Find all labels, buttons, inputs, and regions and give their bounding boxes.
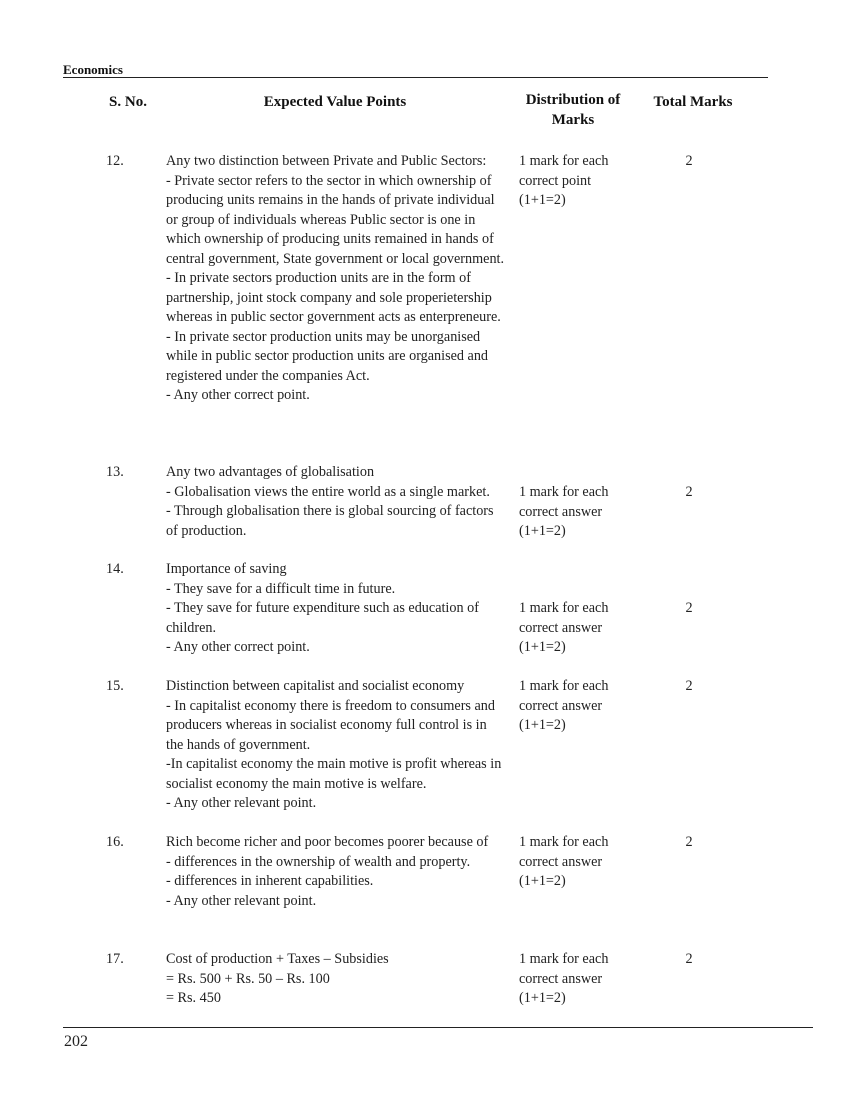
column-header-distribution-line2: Marks xyxy=(551,112,595,128)
row-distribution xyxy=(519,950,634,1009)
row-distribution-line: 1 mark for each xyxy=(519,600,609,616)
row-point: - In capitalist economy there is freedom to consumers and producers whereas in socialist economy full control is in the hands of government. xyxy=(166,697,495,753)
row-distribution xyxy=(519,483,634,542)
subject-header: Economics xyxy=(63,62,123,77)
row-distribution-line: correct answer xyxy=(519,853,603,870)
column-header-total-marks: Total Marks xyxy=(653,94,733,110)
row-distribution-line: correct answer xyxy=(519,970,603,987)
column-header-expected-value-points: Expected Value Points xyxy=(263,94,407,110)
row-distribution-line: (1+1=2) xyxy=(519,523,566,539)
row-serial-number: 12. xyxy=(106,153,124,169)
row-point: -In capitalist economy the main motive is profit whereas in socialist economy the main motive is welfare. xyxy=(166,756,502,792)
row-distribution-line: correct answer xyxy=(519,503,603,520)
row-total-marks: 2 xyxy=(685,153,693,169)
row-distribution-line: (1+1=2) xyxy=(519,873,566,889)
row-point: = Rs. 500 + Rs. 50 – Rs. 100 xyxy=(166,970,330,987)
row-point: - They save for future expenditure such as education of children. xyxy=(166,600,479,636)
row-total-marks: 2 xyxy=(685,484,693,500)
row-point: - differences in the ownership of wealth and property. xyxy=(166,853,471,870)
row-distribution xyxy=(519,677,634,736)
row-point: - Globalisation views the entire world as a single market. xyxy=(166,483,490,500)
row-point: = Rs. 450 xyxy=(166,990,221,1006)
row-title: Rich become richer and poor becomes poorer because of xyxy=(166,834,489,850)
row-point: - Any other relevant point. xyxy=(166,892,317,909)
row-distribution-line: correct answer xyxy=(519,697,603,714)
row-distribution-line: correct point xyxy=(519,172,592,189)
row-serial-number: 14. xyxy=(106,561,124,577)
column-header-sno: S. No. xyxy=(109,94,147,110)
row-distribution-line: (1+1=2) xyxy=(519,192,566,208)
row-point: - Any other relevant point. xyxy=(166,795,317,811)
row-distribution-line: 1 mark for each xyxy=(519,153,609,169)
row-total-marks: 2 xyxy=(685,600,693,616)
top-rule xyxy=(63,77,768,78)
row-expected-points xyxy=(166,833,506,911)
row-distribution xyxy=(519,599,634,658)
row-distribution xyxy=(519,833,634,892)
column-header-distribution xyxy=(515,90,631,130)
row-point: - Any other correct point. xyxy=(166,387,310,403)
row-title: Importance of saving xyxy=(166,561,287,577)
row-distribution-line: 1 mark for each xyxy=(519,834,609,850)
row-serial-number: 15. xyxy=(106,678,124,694)
column-header-distribution-line1: Distribution of xyxy=(525,92,621,108)
row-title: Cost of production + Taxes – Subsidies xyxy=(166,951,389,967)
row-title: Distinction between capitalist and socialist economy xyxy=(166,678,465,694)
bottom-rule xyxy=(63,1027,813,1028)
row-distribution xyxy=(519,152,634,211)
row-point: - differences in inherent capabilities. xyxy=(166,873,374,889)
row-expected-points xyxy=(166,560,506,658)
row-point: - Any other correct point. xyxy=(166,639,310,655)
row-point: - In private sector production units may be unorganised while in public sector production units are organised and registered under the companies Act. xyxy=(166,328,489,384)
row-distribution-line: correct answer xyxy=(519,619,603,636)
row-title: Any two advantages of globalisation xyxy=(166,464,375,480)
row-distribution-line: (1+1=2) xyxy=(519,717,566,733)
row-expected-points xyxy=(166,463,506,541)
row-total-marks: 2 xyxy=(685,678,693,694)
row-serial-number: 16. xyxy=(106,834,124,850)
row-total-marks: 2 xyxy=(685,951,693,967)
row-distribution-line: 1 mark for each xyxy=(519,951,609,967)
row-point: - They save for a difficult time in future. xyxy=(166,580,396,597)
row-point: - In private sectors production units are in the form of partnership, joint stock company and sole properietership whereas in public sector government acts as enterpreneure. xyxy=(166,270,501,325)
row-distribution-line: (1+1=2) xyxy=(519,990,566,1006)
row-title: Any two distinction between Private and Public Sectors: xyxy=(166,153,487,169)
row-expected-points xyxy=(166,677,506,814)
row-point: - Through globalisation there is global sourcing of factors of production. xyxy=(166,503,494,539)
row-total-marks: 2 xyxy=(685,834,693,850)
row-expected-points xyxy=(166,950,506,1009)
row-distribution-line: 1 mark for each xyxy=(519,484,609,500)
page-number: 202 xyxy=(64,1033,88,1050)
row-point: - Private sector refers to the sector in which ownership of producing units remains in the hands of private individual or group of individuals whereas Public sector is one in which ownership of producing units remained in hands of central government, State government or local government. xyxy=(166,172,505,267)
row-expected-points xyxy=(166,152,506,406)
row-distribution-line: 1 mark for each xyxy=(519,678,609,694)
row-serial-number: 13. xyxy=(106,464,124,480)
row-serial-number: 17. xyxy=(106,951,124,967)
row-distribution-line: (1+1=2) xyxy=(519,639,566,655)
